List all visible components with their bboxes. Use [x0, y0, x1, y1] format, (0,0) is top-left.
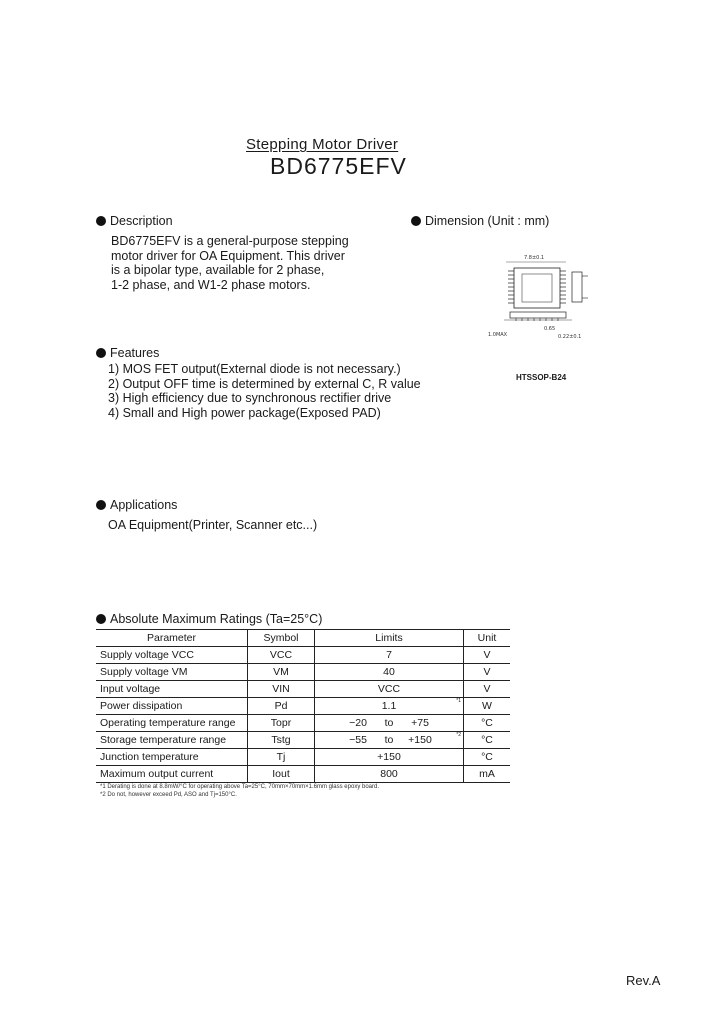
description-body	[111, 234, 349, 292]
limit-high: +150	[408, 734, 432, 746]
document-subtitle: Stepping Motor Driver	[246, 136, 399, 153]
table-row	[96, 698, 510, 715]
description-line: is a bipolar type, available for 2 phase,	[111, 263, 325, 277]
limit-range-separator: to	[384, 717, 394, 729]
limit-value: 40	[383, 666, 395, 678]
description-heading	[96, 214, 173, 228]
dim-height-label: 1.0MAX	[488, 332, 508, 338]
dim-pitch-label: 0.65	[544, 326, 556, 332]
description-heading-label: Description	[110, 214, 173, 228]
symbol-cell: Pd	[248, 698, 315, 715]
description-line: BD6775EFV is a general-purpose stepping	[111, 234, 349, 248]
package-side-view	[572, 272, 582, 302]
features-list	[108, 362, 421, 420]
bullet-icon	[96, 216, 106, 226]
symbol-cell: VCC	[248, 647, 315, 664]
table-row	[96, 766, 510, 783]
features-heading-label: Features	[110, 346, 160, 360]
param-cell: Supply voltage VCC	[96, 647, 248, 664]
unit-cell: °C	[464, 732, 511, 749]
footnote-marker: *2	[456, 732, 461, 738]
bullet-icon	[96, 500, 106, 510]
unit-cell: mA	[464, 766, 511, 783]
dim-lead-label: 0.22±0.1	[558, 334, 582, 340]
param-cell: Maximum output current	[96, 766, 248, 783]
exposed-pad	[522, 274, 552, 302]
param-cell: Power dissipation	[96, 698, 248, 715]
column-header-limits: Limits	[315, 630, 464, 647]
ratings-note: *1 Derating is done at 8.8mW/°C for operating above Ta=25°C, 70mm×70mm×1.6mm glass epoxy board.	[100, 784, 379, 790]
limits-cell	[315, 664, 464, 681]
ratings-table	[96, 629, 510, 783]
limit-low: −20	[349, 717, 367, 729]
param-cell: Junction temperature	[96, 749, 248, 766]
bullet-icon	[411, 216, 421, 226]
symbol-cell: VM	[248, 664, 315, 681]
param-cell: Operating temperature range	[96, 715, 248, 732]
unit-cell: W	[464, 698, 511, 715]
limits-cell	[315, 698, 464, 715]
limits-cell	[315, 647, 464, 664]
package-profile	[510, 312, 566, 318]
param-cell: Supply voltage VM	[96, 664, 248, 681]
symbol-cell: Topr	[248, 715, 315, 732]
table-row	[96, 715, 510, 732]
unit-cell: V	[464, 664, 511, 681]
features-heading	[96, 346, 159, 360]
ratings-header-row	[96, 630, 510, 647]
unit-cell: V	[464, 647, 511, 664]
limit-value: 1.1	[381, 700, 397, 712]
limit-value: VCC	[377, 683, 401, 695]
param-cell: Input voltage	[96, 681, 248, 698]
table-row	[96, 647, 510, 664]
limit-high: +75	[411, 717, 429, 729]
description-line: 1-2 phase, and W1-2 phase motors.	[111, 277, 311, 292]
feature-item: 1) MOS FET output(External diode is not necessary.)	[108, 362, 401, 376]
limit-value: 800	[380, 768, 398, 780]
limits-cell	[315, 749, 464, 766]
dim-width-label: 7.8±0.1	[524, 255, 545, 261]
ratings-notes	[100, 783, 379, 799]
limits-cell	[315, 766, 464, 783]
bullet-icon	[96, 614, 106, 624]
symbol-cell: Tj	[248, 749, 315, 766]
applications-heading-label: Applications	[110, 498, 178, 512]
dimension-heading-label: Dimension (Unit : mm)	[425, 214, 550, 228]
feature-item: 2) Output OFF time is determined by external C, R value	[108, 376, 421, 391]
document-title: BD6775EFV	[270, 153, 407, 179]
package-name: HTSSOP-B24	[516, 373, 567, 382]
applications-text: OA Equipment(Printer, Scanner etc...)	[108, 518, 318, 532]
revision-label: Rev.A	[626, 973, 661, 988]
unit-cell: °C	[464, 715, 511, 732]
feature-item: 3) High efficiency due to synchronous rectifier drive	[108, 391, 392, 405]
column-header-parameter: Parameter	[96, 630, 248, 647]
symbol-cell: Tstg	[248, 732, 315, 749]
ratings-note: *2 Do not, however exceed Pd, ASO and Tj=150°C.	[100, 792, 237, 798]
limits-cell	[315, 715, 464, 732]
description-line: motor driver for OA Equipment. This driver	[111, 248, 345, 263]
limit-value: 7	[386, 649, 392, 661]
limit-range-separator: to	[384, 734, 394, 746]
unit-cell: V	[464, 681, 511, 698]
column-header-symbol: Symbol	[248, 630, 315, 647]
symbol-cell: Iout	[248, 766, 315, 783]
unit-cell: °C	[464, 749, 511, 766]
package-leads	[508, 271, 566, 303]
table-row	[96, 681, 510, 698]
feature-item: 4) Small and High power package(Exposed PAD)	[108, 405, 381, 420]
symbol-cell: VIN	[248, 681, 315, 698]
ratings-heading	[96, 612, 322, 626]
limit-low: −55	[349, 734, 367, 746]
applications-heading	[96, 498, 177, 512]
limits-cell	[315, 732, 464, 749]
table-row	[96, 749, 510, 766]
limit-value: +150	[377, 751, 401, 763]
param-cell: Storage temperature range	[96, 732, 248, 749]
table-row	[96, 664, 510, 681]
bullet-icon	[96, 348, 106, 358]
package-drawing	[484, 250, 600, 354]
column-header-unit: Unit	[464, 630, 511, 647]
ratings-heading-label: Absolute Maximum Ratings (Ta=25°C)	[110, 612, 323, 626]
limits-cell	[315, 681, 464, 698]
table-row	[96, 732, 510, 749]
footnote-marker: *1	[456, 698, 461, 704]
dimension-heading	[411, 214, 549, 228]
